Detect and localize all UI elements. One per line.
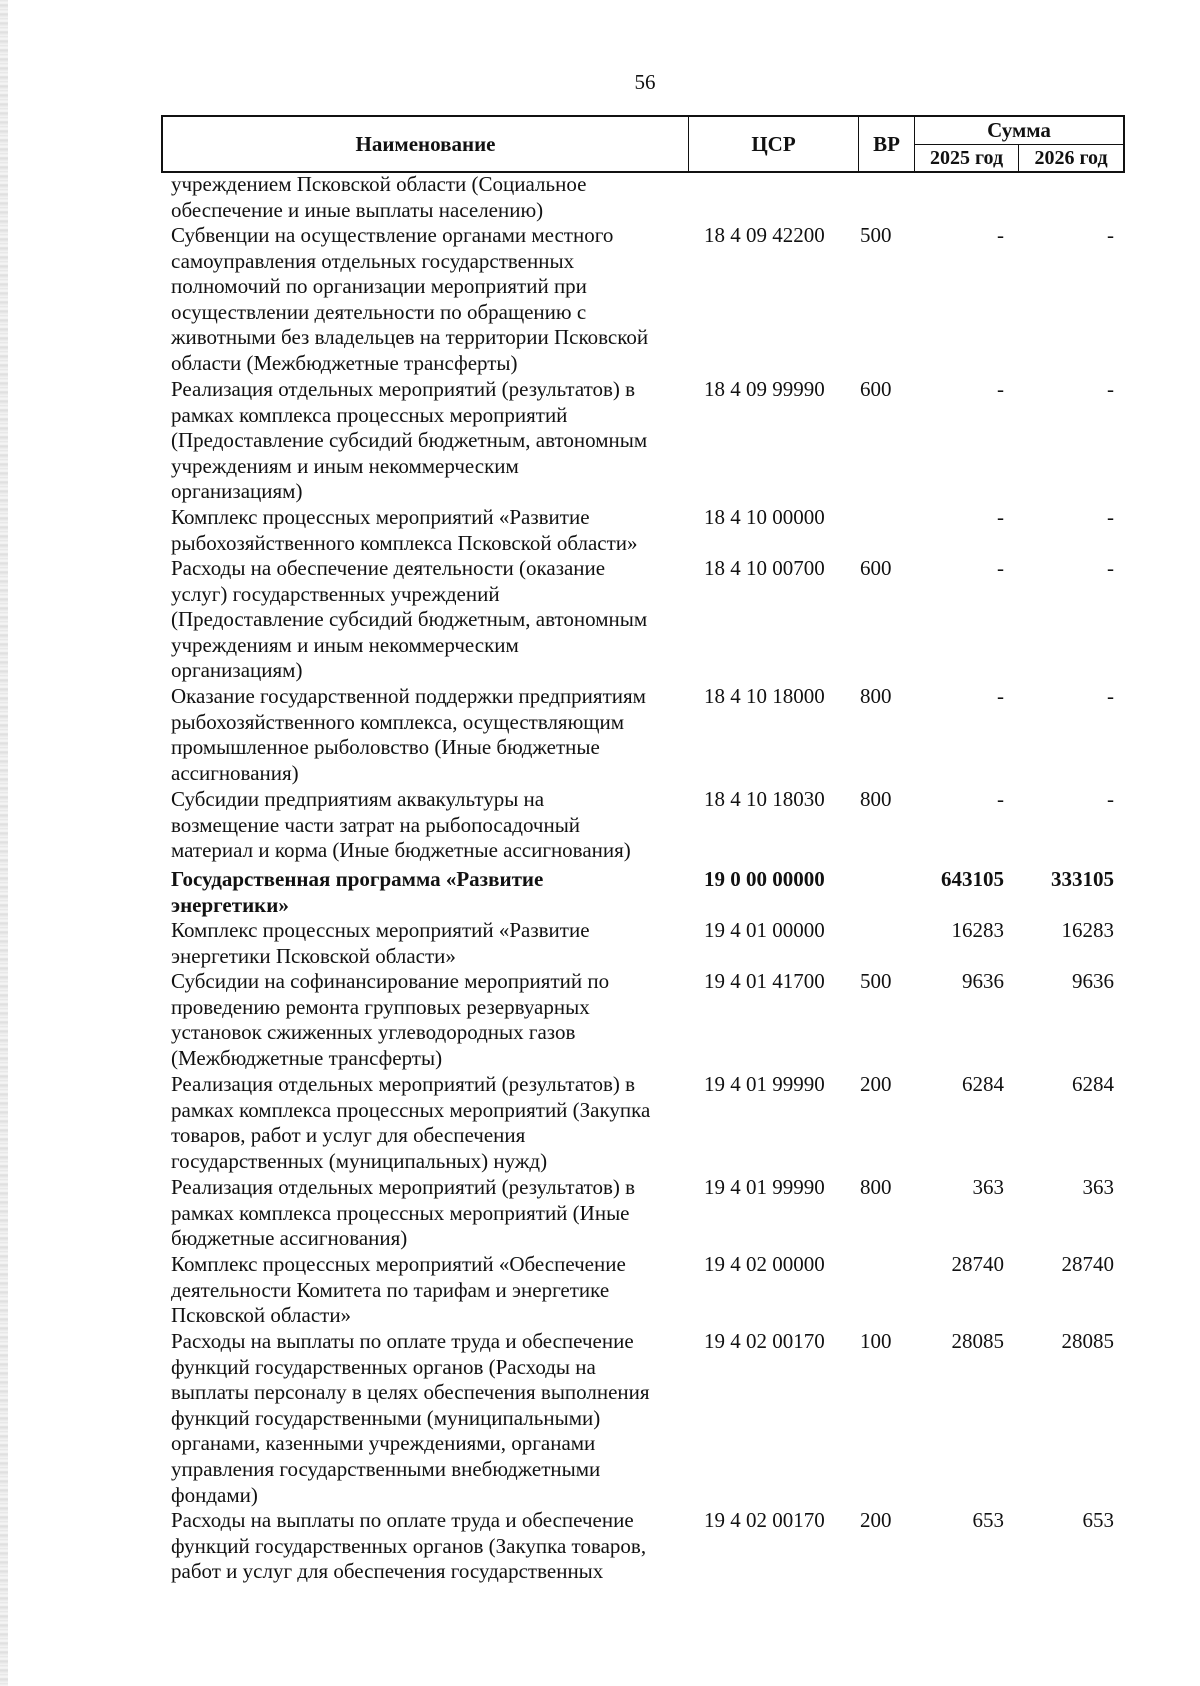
cell-csr: 19 4 01 41700	[704, 969, 825, 993]
cell-2026: 333105	[1051, 867, 1114, 891]
cell-2026: 363	[1082, 1175, 1114, 1199]
cell-2025: 653	[972, 1508, 1004, 1532]
cell-vr: 200	[860, 1508, 892, 1532]
cell-csr: 19 4 01 00000	[704, 918, 825, 942]
cell-csr: 18 4 10 00000	[704, 505, 825, 529]
cell-csr: 19 4 01 99990	[704, 1175, 825, 1199]
cell-2025: -	[997, 377, 1004, 401]
cell-name: Расходы на обеспечение деятельности (оказание услуг) государственных учреждений (Предоставление субсидий бюджетным, автономным учреждениям и иным некоммерческим организациям)	[171, 556, 648, 683]
cell-vr: 600	[860, 556, 892, 580]
scan-edge	[0, 0, 8, 1686]
cell-2026: 28740	[1061, 1252, 1114, 1276]
cell-2025: 6284	[962, 1072, 1004, 1096]
cell-csr: 19 4 02 00170	[704, 1508, 825, 1532]
cell-vr: 800	[860, 787, 892, 811]
cell-name: Субсидии предприятиям аквакультуры на возмещение части затрат на рыбопосадочный материал и корма (Иные бюджетные ассигнования)	[171, 787, 631, 863]
cell-csr: 19 0 00 00000	[704, 867, 825, 891]
header-year-2026: 2026 год	[1034, 146, 1108, 169]
cell-2026: -	[1107, 223, 1114, 247]
cell-2025: -	[997, 223, 1004, 247]
cell-vr: 200	[860, 1072, 892, 1096]
cell-2026: -	[1107, 377, 1114, 401]
cell-2025: 643105	[941, 867, 1004, 891]
cell-2025: -	[997, 556, 1004, 580]
cell-vr: 800	[860, 684, 892, 708]
cell-2026: 653	[1082, 1508, 1114, 1532]
header-csr: ЦСР	[689, 117, 859, 171]
cell-name: Расходы на выплаты по оплате труда и обеспечение функций государственных органов (Расходы на выплаты персоналу в целях обеспечения выполнения функций государственными (муниципальными) органами, казенными учреждениями, органами управления государственными внебюджетными фондами)	[171, 1329, 650, 1507]
cell-vr: 500	[860, 969, 892, 993]
cell-2025: 363	[972, 1175, 1004, 1199]
cell-vr: 800	[860, 1175, 892, 1199]
cell-2026: 6284	[1072, 1072, 1114, 1096]
cell-csr: 18 4 10 18030	[704, 787, 825, 811]
cell-2026: 9636	[1072, 969, 1114, 993]
cell-name: Субсидии на софинансирование мероприятий по проведению ремонта групповых резервуарных установок сжиженных углеводородных газов (Межбюджетные трансферты)	[171, 969, 610, 1070]
cell-name: Реализация отдельных мероприятий (результатов) в рамках комплекса процессных мероприятий (Предоставление субсидий бюджетным, автономным учреждениям и иным некоммерческим организациям)	[171, 377, 648, 504]
cell-name: Оказание государственной поддержки предприятиям рыбохозяйственного комплекса, осуществляющим промышленное рыболовство (Иные бюджетные ассигнования)	[171, 684, 646, 785]
cell-name: Расходы на выплаты по оплате труда и обеспечение функций государственных органов (Закупка товаров, работ и услуг для обеспечения государственных	[171, 1508, 647, 1584]
cell-name: учреждением Псковской области (Социальное обеспечение и иные выплаты населению)	[171, 172, 587, 222]
cell-csr: 19 4 02 00000	[704, 1252, 825, 1276]
cell-csr: 18 4 10 18000	[704, 684, 825, 708]
cell-name: Комплекс процессных мероприятий «Развитие энергетики Псковской области»	[171, 918, 590, 968]
cell-2025: -	[997, 684, 1004, 708]
header-vr: ВР	[859, 117, 915, 171]
cell-vr: 600	[860, 377, 892, 401]
cell-csr: 18 4 09 99990	[704, 377, 825, 401]
cell-name: Государственная программа «Развитие энергетики»	[171, 867, 544, 917]
cell-name: Реализация отдельных мероприятий (результатов) в рамках комплекса процессных мероприятий (Закупка товаров, работ и услуг для обеспечения государственных (муниципальных) нужд)	[171, 1072, 651, 1173]
cell-2026: -	[1107, 787, 1114, 811]
cell-2026: -	[1107, 684, 1114, 708]
cell-2025: 28085	[951, 1329, 1004, 1353]
table-header	[161, 115, 1125, 173]
cell-2025: 9636	[962, 969, 1004, 993]
cell-2026: -	[1107, 505, 1114, 529]
cell-2025: -	[997, 787, 1004, 811]
cell-vr: 500	[860, 223, 892, 247]
header-year-2025: 2025 год	[915, 145, 1019, 171]
cell-name: Субвенции на осуществление органами местного самоуправления отдельных государственных полномочий по организации мероприятий при осуществлении деятельности по обращению с животными без владельцев на территории Псковской области (Межбюджетные трансферты)	[171, 223, 649, 375]
cell-name: Комплекс процессных мероприятий «Развитие рыбохозяйственного комплекса Псковской области»	[171, 505, 638, 555]
cell-2026: -	[1107, 556, 1114, 580]
cell-2026: 16283	[1061, 918, 1114, 942]
cell-csr: 18 4 09 42200	[704, 223, 825, 247]
cell-2025: -	[997, 505, 1004, 529]
cell-2025: 16283	[951, 918, 1004, 942]
cell-name: Реализация отдельных мероприятий (результатов) в рамках комплекса процессных мероприятий (Иные бюджетные ассигнования)	[171, 1175, 636, 1251]
cell-csr: 19 4 01 99990	[704, 1072, 825, 1096]
cell-2025: 28740	[951, 1252, 1004, 1276]
cell-csr: 18 4 10 00700	[704, 556, 825, 580]
header-name: Наименование	[163, 117, 689, 171]
header-sum: Сумма	[915, 117, 1123, 145]
page-number: 56	[634, 70, 656, 94]
cell-2026: 28085	[1061, 1329, 1114, 1353]
cell-name: Комплекс процессных мероприятий «Обеспечение деятельности Комитета по тарифам и энергетике Псковской области»	[171, 1252, 626, 1328]
cell-vr: 100	[860, 1329, 892, 1353]
cell-csr: 19 4 02 00170	[704, 1329, 825, 1353]
